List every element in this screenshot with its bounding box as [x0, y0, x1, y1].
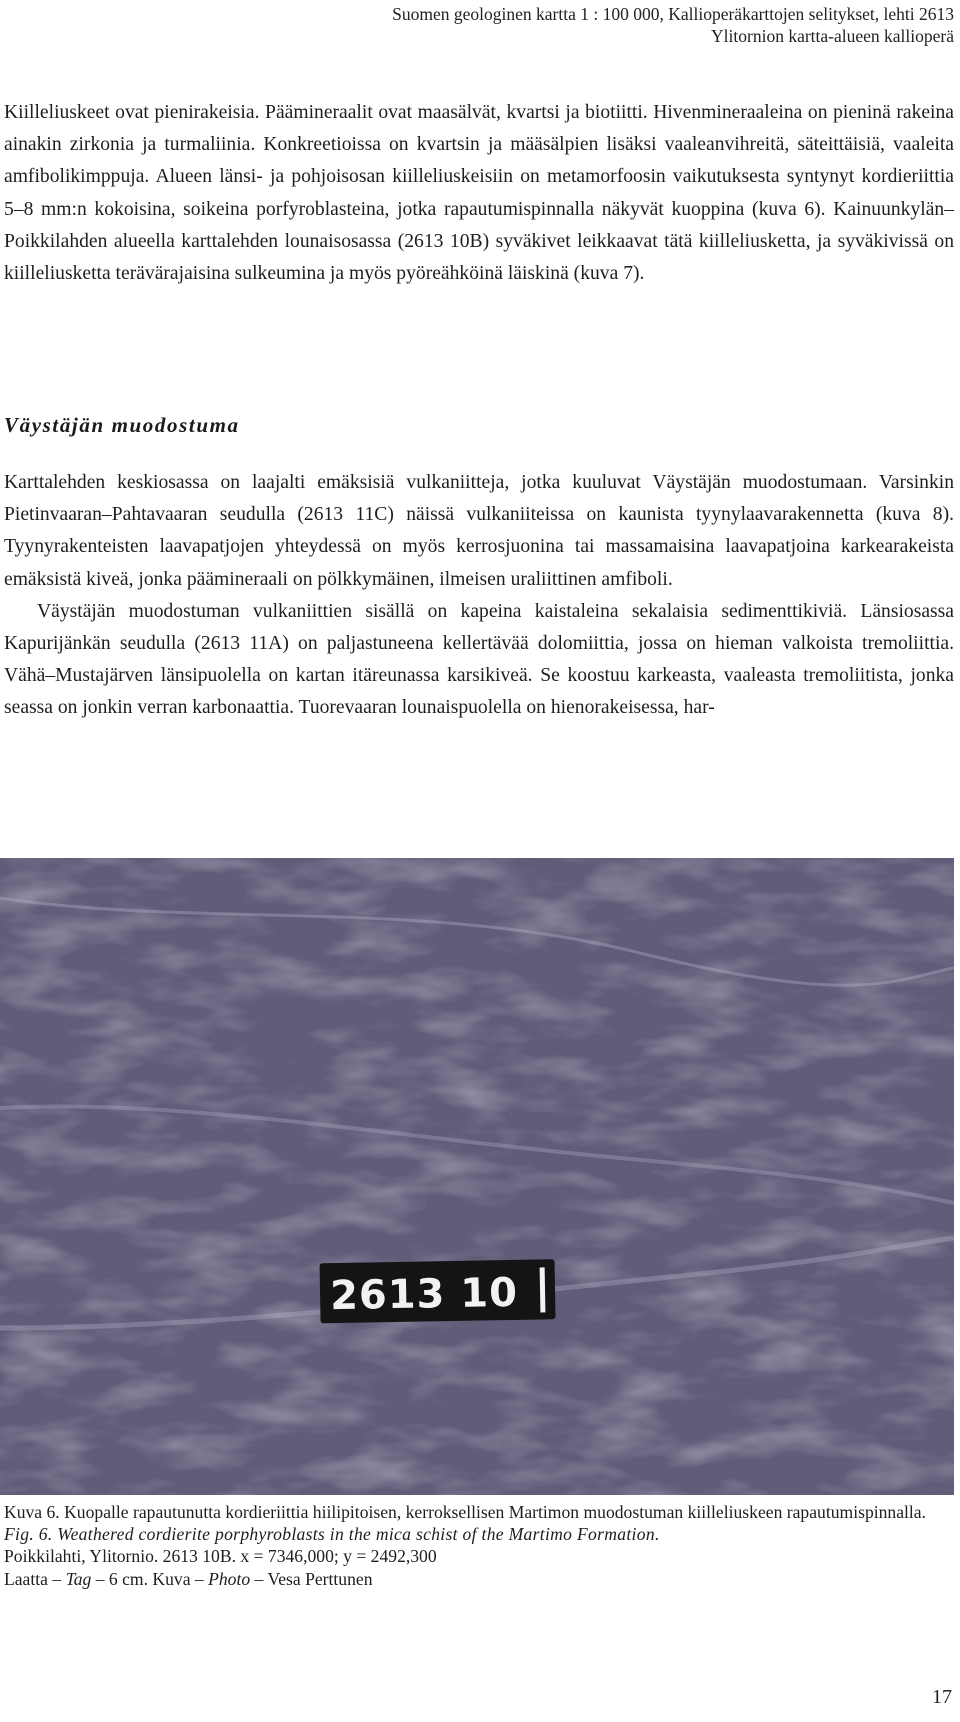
paragraph-sediments: Väystäjän muodostuman vulkaniittien sisällä on kapeina kaistaleina sekalaisia sedimenttikiviä. Länsiosassa Kapurijänkän seudulla (2613 11A) on paljastuneena kellertävää dolomiittia, jossa on hieman valkoista tremoliittia. Vähä–Mustajärven länsipuolella on kartan itäreunassa karsikiveä. Se koostuu karkeasta, vaaleasta tremoliitista, jonka seassa on jonkin verran karbonaattia. Tuorevaaran lounaispuolella on hienorakeisessa, har-: [4, 600, 954, 719]
paragraph-volcanics: Karttalehden keskiosassa on laajalti emäksisiä vulkaniitteja, jotka kuuluvat Väystäjän muodostumaan. Varsinkin Pietinvaaran–Pahtavaaran seudulla (2613 11C) näissä vulkaniiteissa on kaunista tyynylaavarakennetta (kuva 8). Tyynyrakenteisten laavapatjojen yhteydessä on myös kerrosjuonina tai massamaisina laavapatjoina karkearakeista emäksistä kiveä, jonka päämineraali on pölkkymäinen, ilmeisen uraliittinen amfiboli.: [4, 472, 954, 590]
credit-mid: – 6 cm. Kuva –: [95, 1568, 204, 1589]
scale-tag-label: 2613 10: [329, 1269, 519, 1320]
scale-tag: [320, 1259, 556, 1323]
caption-credit: [4, 1568, 954, 1590]
body-text-top: [4, 97, 954, 290]
credit-tag: Tag: [65, 1568, 92, 1589]
caption-location: Poikkilahti, Ylitornio. 2613 10B. x = 7346,000; y = 2492,300: [4, 1546, 437, 1567]
running-header: [392, 3, 954, 47]
caption-finnish: Kuva 6. Kuopalle rapautunutta kordieriittia hiilipitoisen, kerroksellisen Martimon muodostuman kiilleliuskeen rapautumispinnalla.: [4, 1502, 927, 1522]
credit-prefix: Laatta –: [4, 1568, 62, 1589]
page-number: 17: [932, 1686, 952, 1708]
credit-suffix: – Vesa Perttunen: [254, 1568, 373, 1589]
scale-tag-tick: [540, 1267, 546, 1312]
paragraph-mica-schist: Kiilleliuskeet ovat pienirakeisia. Päämineraalit ovat maasälvät, kvartsi ja biotiitti. Hivenmineraaleina on pieninä rakeina ainakin zirkonia ja turmaliinia. Konkreetioissa on kvartsin ja määsälpien lisäksi vaaleanvihreitä, säteittäisiä, vaaleita amfibolikimppuja. Alueen länsi- ja pohjoisosan kiilleliuskeisiin on metamorfoosin vaikutuksesta syntynyt kordieriittia 5–8 mm:n kokoisina, soikeina porfyroblasteina, jotka rapautumispinnalla näkyvät kuoppina (kuva 6). Kainuunkylän–Poikkilahden alueella karttalehden lounaisosassa (2613 10B) syväkivet leikkaavat tätä kiilleliusketta, ja syväkivissä on kiilleliusketta terävärajaisina sulkeumina ja myös pyöreähköinä läiskinä (kuva 7).: [4, 102, 954, 285]
figure-caption: [4, 1501, 954, 1590]
body-text-bottom: [4, 467, 954, 725]
caption-english: Fig. 6. Weathered cordierite porphyroblasts in the mica schist of the Martimo Formation.: [4, 1524, 660, 1545]
rock-photo-image: [0, 858, 954, 1495]
section-heading: Väystäjän muodostuma: [4, 413, 240, 437]
running-header-series: Suomen geologinen kartta 1 : 100 000, Kallioperäkarttojen selitykset, lehti 2613: [392, 4, 954, 24]
credit-photo: Photo: [208, 1568, 251, 1589]
rock-photo: [0, 858, 954, 1495]
running-header-title: Ylitornion kartta-alueen kallioperä: [711, 26, 954, 46]
